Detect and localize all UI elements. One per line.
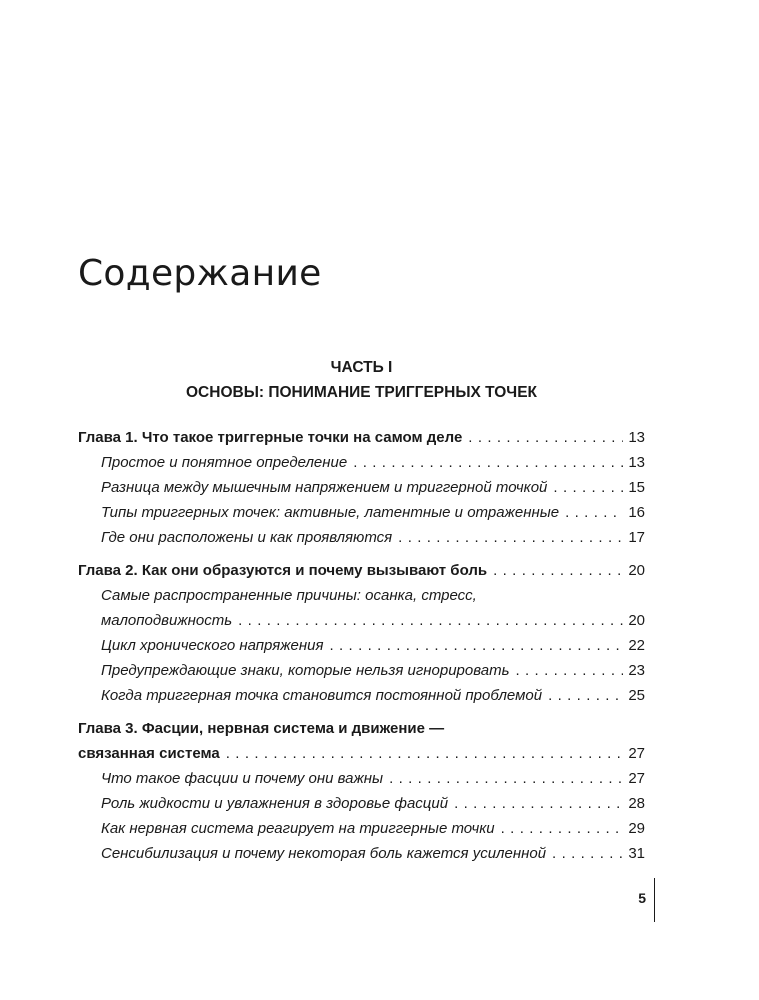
toc-section[interactable] <box>78 474 645 498</box>
dot-leader <box>347 453 623 473</box>
dot-leader <box>495 819 623 839</box>
page-ref: 25 <box>628 687 645 704</box>
section-title: Когда триггерная точка становится постоянной проблемой <box>101 687 543 704</box>
part-title: ОСНОВЫ: ПОНИМАНИЕ ТРИГГЕРНЫХ ТОЧЕК <box>186 384 537 401</box>
toc-section[interactable] <box>78 840 645 864</box>
section-title: Как нервная система реагирует на триггерные точки <box>101 820 495 837</box>
page-ref: 23 <box>628 662 645 679</box>
section-title: Роль жидкости и увлажнения в здоровье фасций <box>101 795 449 812</box>
page-ref: 17 <box>628 529 645 546</box>
section-title: Самые распространенные причины: осанка, стресс, <box>101 587 477 604</box>
page-ref: 13 <box>628 429 645 446</box>
dot-leader <box>462 428 623 448</box>
dot-leader <box>383 769 623 789</box>
page-ref: 29 <box>628 820 645 837</box>
toc-chapter-2[interactable] <box>78 557 645 581</box>
toc-section[interactable] <box>78 682 645 706</box>
section-title: Предупреждающие знаки, которые нельзя игнорировать <box>101 662 510 679</box>
chapter-title: Глава 3. Фасции, нервная система и движение — <box>78 720 445 737</box>
toc-section[interactable] <box>78 607 645 631</box>
section-title: Разница между мышечным напряжением и триггерной точкой <box>101 479 548 496</box>
dot-leader <box>392 528 623 548</box>
toc-section[interactable] <box>78 524 645 548</box>
dot-leader <box>323 636 623 656</box>
page-ref: 15 <box>628 479 645 496</box>
section-title: Простое и понятное определение <box>101 454 348 471</box>
chapter-title: Глава 1. Что такое триггерные точки на самом деле <box>78 429 463 446</box>
toc-section[interactable] <box>78 632 645 656</box>
chapter-title: связанная система <box>78 745 220 762</box>
toc-section[interactable] <box>78 657 645 681</box>
toc-chapter-1[interactable] <box>78 424 645 448</box>
page-ref: 28 <box>628 795 645 812</box>
toc-chapter-3-line1[interactable] <box>78 715 558 739</box>
toc-section-line1[interactable] <box>78 582 558 606</box>
dot-leader <box>542 686 623 706</box>
dot-leader <box>448 794 623 814</box>
page-ref: 22 <box>628 637 645 654</box>
dot-leader <box>487 561 623 581</box>
chapter-title: Глава 2. Как они образуются и почему вызывают боль <box>78 562 488 579</box>
section-title: малоподвижность <box>101 612 233 629</box>
section-title: Где они расположены и как проявляются <box>101 529 393 546</box>
toc-section[interactable] <box>78 499 645 523</box>
section-title: Цикл хронического напряжения <box>101 637 324 654</box>
page-ref: 20 <box>628 562 645 579</box>
page-ref: 27 <box>628 770 645 787</box>
part-number: ЧАСТЬ I <box>330 359 393 376</box>
toc-section[interactable] <box>78 765 645 789</box>
dot-leader <box>546 844 623 864</box>
section-title: Что такое фасции и почему они важны <box>101 770 384 787</box>
toc-section[interactable] <box>78 449 645 473</box>
page-ref: 27 <box>628 745 645 762</box>
toc-section[interactable] <box>78 790 645 814</box>
page-ref: 20 <box>628 612 645 629</box>
dot-leader <box>547 478 623 498</box>
dot-leader <box>220 744 623 764</box>
section-title: Сенсибилизация и почему некоторая боль кажется усиленной <box>101 845 547 862</box>
toc-section[interactable] <box>78 815 645 839</box>
toc-chapter-3[interactable] <box>78 740 645 764</box>
dot-leader <box>509 661 623 681</box>
page-title: Содержание <box>78 253 322 294</box>
section-title: Типы триггерных точек: активные, латентные и отраженные <box>101 504 560 521</box>
dot-leader <box>559 503 623 523</box>
page-ref: 16 <box>628 504 645 521</box>
dot-leader <box>232 611 623 631</box>
page-ref: 31 <box>628 845 645 862</box>
page-ref: 13 <box>628 454 645 471</box>
page-number-rule <box>654 878 655 922</box>
page-number: 5 <box>638 890 646 906</box>
